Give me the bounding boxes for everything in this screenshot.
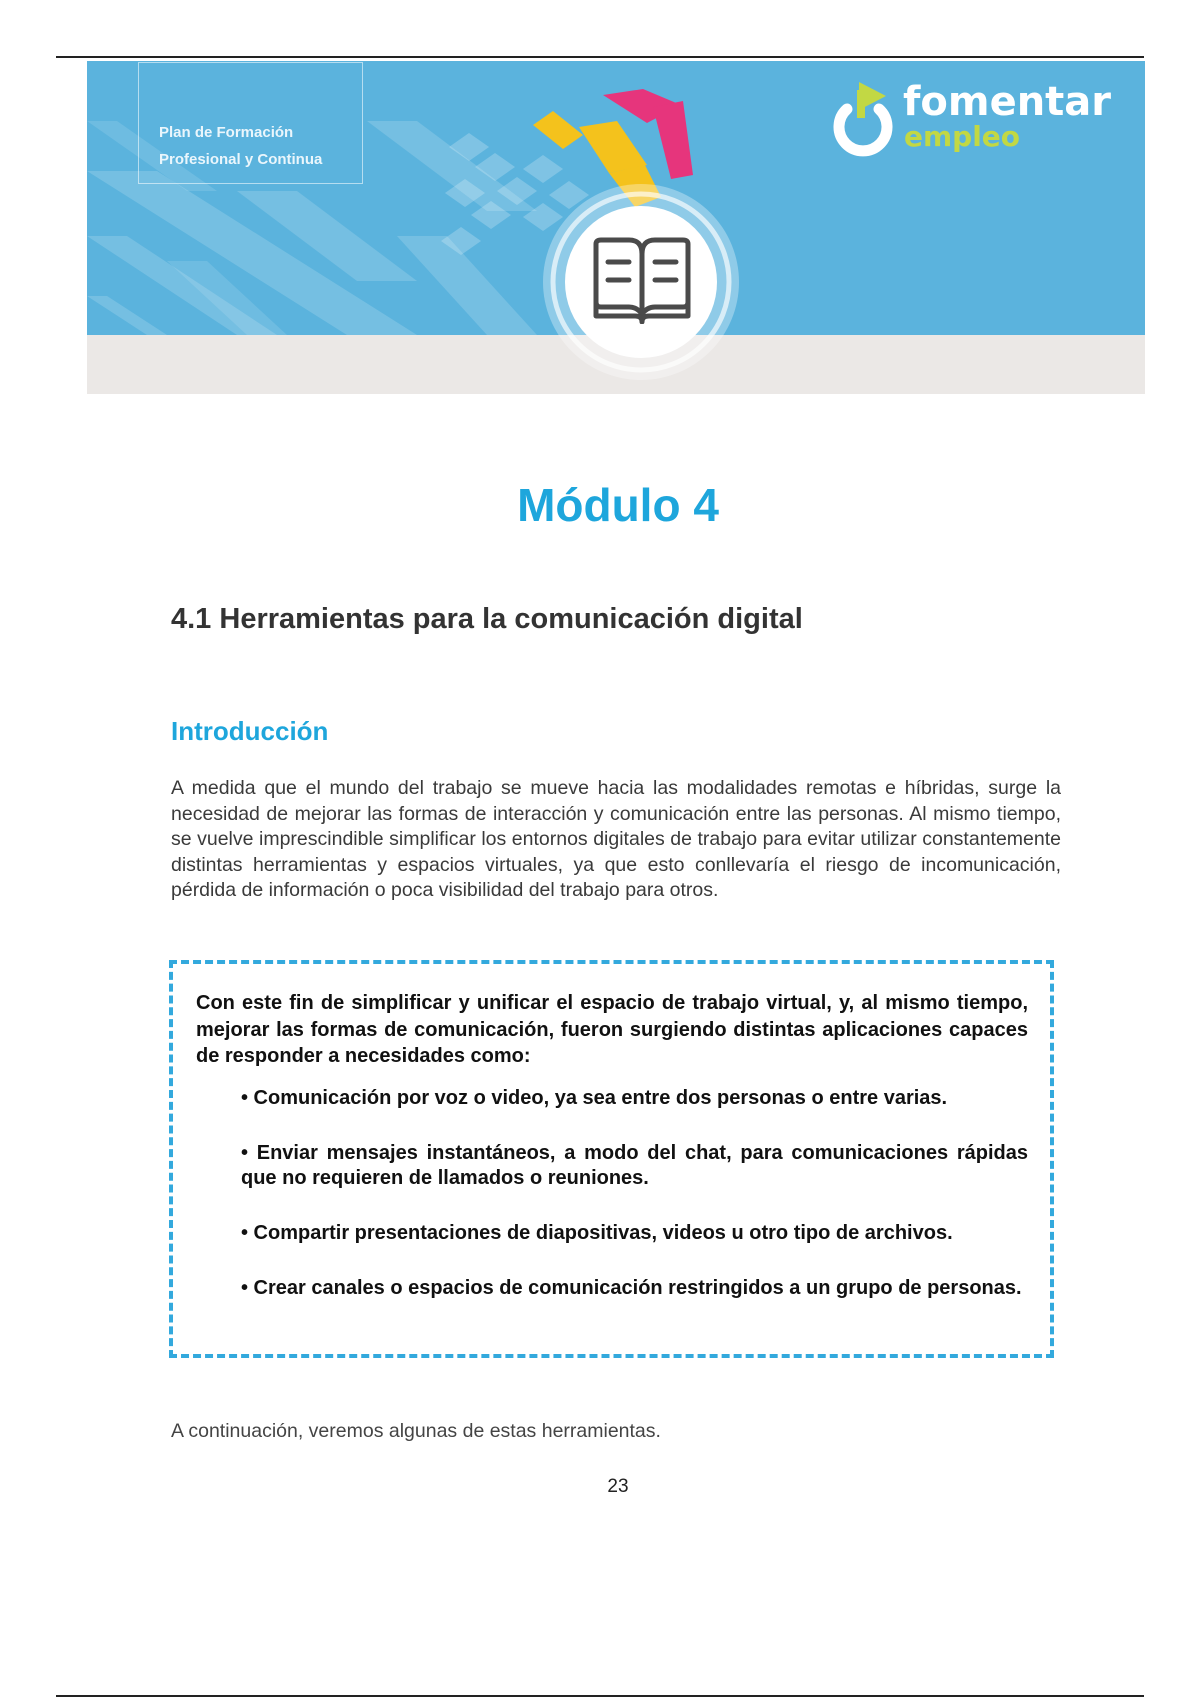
closing-sentence: A continuación, veremos algunas de estas herramientas. bbox=[171, 1420, 661, 1442]
fomentar-logo-icon bbox=[830, 82, 896, 158]
callout-lead: Con este fin de simplificar y unificar el espacio de trabajo virtual, y, al mismo tiempo, mejorar las formas de comunicación, fueron surgiendo distintas aplicaciones capaces de responder a necesidades como: bbox=[196, 992, 1028, 1067]
fomentar-empleo-logo bbox=[903, 79, 1112, 153]
list-item: • Compartir presentaciones de diapositivas, videos u otro tipo de archivos. bbox=[241, 1221, 953, 1244]
needs-list bbox=[196, 1086, 1028, 1301]
logo-word-empleo: empleo bbox=[904, 120, 1021, 153]
list-item: • Enviar mensajes instantáneos, a modo del chat, para comunicaciones rápidas que no requieren de llamados o reuniones. bbox=[241, 1141, 1028, 1189]
callout-box bbox=[169, 960, 1054, 1358]
plan-line-1: Plan de Formación bbox=[159, 124, 294, 141]
open-book-icon bbox=[591, 236, 693, 324]
top-rule bbox=[56, 56, 1144, 58]
plan-formacion-label bbox=[138, 62, 363, 184]
intro-paragraph: A medida que el mundo del trabajo se mueve hacia las modalidades remotas e híbridas, surge la necesidad de mejorar las formas de interacción y comunicación entre las personas. Al mismo tiempo, se vuelve imprescindible simplificar los entornos digitales de trabajo para evitar utilizar constantemente distintas herramientas y espacios virtuales, ya que esto conllevaría el riesgo de incomunicación, pérdida de información o poca visibilidad del trabajo para otros. bbox=[171, 777, 1061, 902]
logo-word-fomentar: fomentar bbox=[903, 79, 1112, 125]
list-item: • Crear canales o espacios de comunicación restringidos a un grupo de personas. bbox=[241, 1276, 1022, 1299]
module-title: Módulo 4 bbox=[517, 479, 719, 531]
plan-line-2: Profesional y Continua bbox=[159, 151, 323, 168]
intro-heading: Introducción bbox=[171, 716, 329, 746]
bottom-rule bbox=[56, 1695, 1144, 1697]
section-title: 4.1 Herramientas para la comunicación digital bbox=[171, 603, 803, 635]
page-number: 23 bbox=[607, 1476, 629, 1497]
list-item: • Comunicación por voz o video, ya sea entre dos personas o entre varias. bbox=[241, 1086, 948, 1109]
